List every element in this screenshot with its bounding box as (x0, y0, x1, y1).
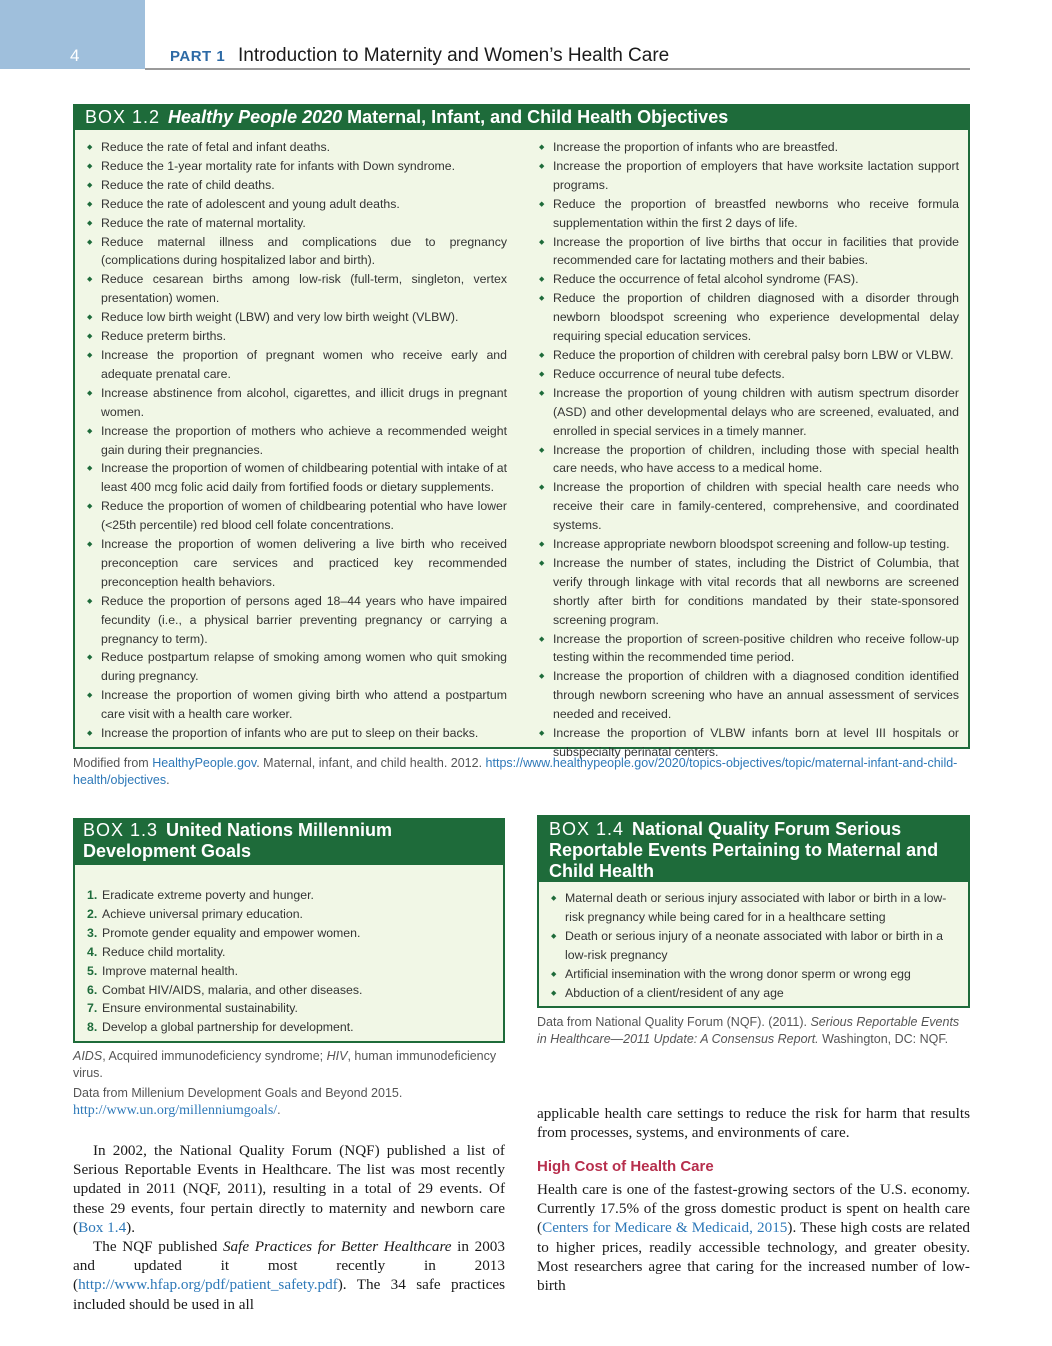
box-1-2-source: Modified from HealthyPeople.gov. Maternal, infant, and child health. 2012. https://www.healthypeople.gov/2020/topics-objectives/topic/maternal-infant-and-child-health/objectives. (73, 756, 958, 787)
chapter-title: Introduction to Maternity and Women’s Health Care (238, 45, 670, 66)
list-item: ◆ Reduce the proportion of children with cerebral palsy born LBW or VLBW. (539, 346, 959, 365)
list-item: ◆ Abduction of a client/resident of any age (551, 984, 961, 1003)
list-item (87, 999, 497, 1018)
list-item (87, 962, 497, 981)
list-item (87, 886, 497, 905)
box-1-3-heading-text: BOX 1.3 United Nations Millennium Development Goals (83, 820, 393, 861)
list-item: ◆ Increase the proportion of live births that occur in facilities that provide recommended care for lactating mothers and their babies. (539, 233, 959, 271)
box-1-3-source: Data from Millenium Development Goals and Beyond 2015. http://www.un.org/millenniumgoals/. (73, 1086, 403, 1118)
body-right-paragraph-0: applicable health care settings to reduce the risk for harm that results from processes, systems, and environments of care. (537, 1105, 970, 1142)
list-item-text: Eradicate extreme poverty and hunger. (102, 888, 314, 902)
list-item: ◆ Death or serious injury of a neonate associated with labor or birth in a low-risk pregnancy (551, 927, 961, 965)
list-item: ◆ Increase the proportion of infants who are put to sleep on their backs. (87, 724, 507, 743)
list-item-number: 1. (87, 888, 98, 902)
list-item (87, 1018, 497, 1037)
list-item: ◆ Reduce the proportion of children diagnosed with a disorder through newborn bloodspot screening who experience developmental delay requiring special education services. (539, 289, 959, 346)
list-item: ◆ Increase abstinence from alcohol, cigarettes, and illicit drugs in pregnant women. (87, 384, 507, 422)
box-1-4-source: Data from National Quality Forum (NQF). (2011). Serious Reportable Events in Healthcare—2011 Update: A Consensus Report. Washington, DC: NQF. (537, 1015, 960, 1046)
list-item: ◆ Increase the proportion of infants who are breastfed. (539, 138, 959, 157)
list-item: ◆ Reduce the proportion of persons aged 18–44 years who have impaired fecundity (i.e., a physical barrier preventing pregnancy or carrying a pregnancy to term). (87, 592, 507, 649)
box-1-4-heading (539, 817, 968, 882)
list-item (87, 981, 497, 1000)
list-item: ◆ Reduce postpartum relapse of smoking among women who quit smoking during pregnancy. (87, 648, 507, 686)
list-item: ◆ Increase the proportion of mothers who achieve a recommended weight gain during their pregnancies. (87, 422, 507, 460)
list-item-number: 2. (87, 906, 98, 921)
list-item: ◆ Reduce cesarean births among low-risk (full-term, singleton, vertex presentation) women. (87, 270, 507, 308)
list-item (87, 943, 497, 962)
list-item: ◆ Increase the number of states, including the District of Columbia, that verify through linkage with vital records that all newborns are screened shortly after birth for conditions mandated by their state-sponsored screening program. (539, 554, 959, 630)
box-1-2 (73, 104, 970, 759)
list-item-number: 8. (87, 1020, 98, 1035)
list-item: ◆ Reduce maternal illness and complications due to pregnancy (complications during hospitalized labor and birth). (87, 233, 507, 271)
header-rule (145, 68, 970, 70)
list-item: ◆ Increase the proportion of children with a diagnosed condition identified through newborn screening who have an annual assessment of services needed and received. (539, 667, 959, 724)
list-item: ◆ Reduce the occurrence of fetal alcohol syndrome (FAS). (539, 270, 959, 289)
list-item-number: 3. (87, 925, 98, 940)
body-left-column (73, 1141, 505, 1314)
section-heading-high-cost: High Cost of Health Care (537, 1158, 714, 1175)
box-1-2-title-italic: Healthy People 2020 (168, 107, 343, 127)
list-item: ◆ Reduce the rate of fetal and infant deaths. (87, 138, 507, 157)
healthypeople-objectives-link[interactable]: https://www.healthypeople.gov/2020/topics-objectives/topic/maternal-infant-and-child-health/objectives (73, 756, 958, 787)
box-1-2-left-list (87, 138, 507, 743)
list-item: ◆ Reduce preterm births. (87, 327, 507, 346)
body-right-column-top (537, 1104, 970, 1142)
list-item: ◆ Increase the proportion of employers that have worksite lactation support programs. (539, 157, 959, 195)
list-item: ◆ Maternal death or serious injury associated with labor or birth in a low-risk pregnancy while being cared for in a healthcare setting (551, 889, 961, 927)
list-item-number: 7. (87, 1001, 98, 1016)
list-item: ◆ Reduce the rate of maternal mortality. (87, 214, 507, 233)
list-item-text: Promote gender equality and empower women. (102, 925, 361, 940)
box-1-2-heading (75, 106, 968, 130)
page-number: 4 (70, 46, 80, 65)
list-item: ◆ Increase the proportion of pregnant women who receive early and adequate prenatal care. (87, 346, 507, 384)
list-item: ◆ Increase the proportion of women delivering a live birth who received preconception care services and practiced key recommended preconception health behaviors. (87, 535, 507, 592)
healthypeople-link[interactable]: HealthyPeople.gov (152, 756, 257, 770)
un-millenniumgoals-link[interactable]: http://www.un.org/millenniumgoals/ (73, 1103, 278, 1118)
list-item: ◆ Increase the proportion of women giving birth who attend a postpartum care visit with a health care worker. (87, 686, 507, 724)
list-item-text: Improve maternal health. (102, 963, 239, 978)
box-1-3-list (87, 886, 497, 1037)
list-item: ◆ Increase the proportion of women of childbearing potential with intake of at least 400 mcg folic acid daily from fortified foods or dietary supplements. (87, 459, 507, 497)
list-item (87, 924, 497, 943)
list-item: ◆ Reduce occurrence of neural tube defects. (539, 365, 959, 384)
list-item-text: Develop a global partnership for development. (102, 1020, 354, 1035)
list-item: ◆ Reduce low birth weight (LBW) and very low birth weight (VLBW). (87, 308, 507, 327)
box-1-2-number: BOX 1.2 (85, 107, 161, 127)
hfap-link[interactable]: http://www.hfap.org/pdf/patient_safety.pdf (78, 1276, 338, 1294)
body-left-paragraph-2: The NQF published Safe Practices for Better Healthcare in 2003 and updated it most recently in 2013 (http://www.hfap.org/pdf/patient_safety.pdf). The 34 safe practices included should be used in all (73, 1238, 505, 1313)
box-1-2-right-list (539, 138, 959, 762)
list-item: ◆ Increase the proportion of screen-positive children who receive follow-up testing within the recommended time period. (539, 630, 959, 668)
box-1-3-abbreviations: AIDS, Acquired immunodeficiency syndrome; HIV, human immunodeficiency virus. (73, 1049, 497, 1080)
box-1-2-title: Maternal, Infant, and Child Health Objectives (342, 107, 729, 127)
cms-2015-link[interactable]: Centers for Medicare & Medicaid, 2015 (542, 1219, 788, 1237)
list-item (87, 905, 497, 924)
list-item-text: Ensure environmental sustainability. (102, 1001, 298, 1016)
list-item-text: Reduce child mortality. (102, 944, 226, 959)
list-item: ◆ Reduce the 1-year mortality rate for infants with Down syndrome. (87, 157, 507, 176)
list-item-number: 4. (87, 944, 98, 959)
list-item-text: Achieve universal primary education. (102, 906, 303, 921)
list-item-text: Combat HIV/AIDS, malaria, and other diseases. (102, 982, 363, 997)
list-item: ◆ Artificial insemination with the wrong donor sperm or wrong egg (551, 965, 961, 984)
box-1-4-ref-link[interactable]: Box 1.4 (78, 1218, 127, 1236)
body-right-paragraph-1: Health care is one of the fastest-growing sectors of the U.S. economy. Currently 17.5% of the gross domestic product is spent on health care (Centers for Medicare & Medicaid, 2015). These high costs are related to higher prices, readily accessible technology, and greater obesity. Most researchers agree that caring for the increased number of low-birth (537, 1181, 971, 1295)
list-item: ◆ Increase the proportion of children with special health care needs who receive their care in family-centered, comprehensive, and coordinated systems. (539, 478, 959, 535)
body-left-paragraph-1: In 2002, the National Quality Forum (NQF) published a list of Serious Reportable Events in Healthcare. The list was most recently updated in 2011 (NQF, 2011), resulting in a total of 29 events. Of these 29 events, four pertain directly to maternity and newborn care (Box 1.4). (73, 1142, 505, 1236)
list-item: ◆ Reduce the rate of child deaths. (87, 176, 507, 195)
box-1-4-number: BOX 1.4 (549, 819, 625, 839)
list-item: ◆ Increase the proportion of young children with autism spectrum disorder (ASD) and other developmental delays who are screened, evaluated, and enrolled in special services in a timely manner. (539, 384, 959, 441)
list-item-number: 5. (87, 963, 98, 978)
list-item: ◆ Reduce the rate of adolescent and young adult deaths. (87, 195, 507, 214)
part-label: PART 1 (170, 48, 226, 65)
box-1-4 (537, 815, 970, 1008)
list-item-number: 6. (87, 982, 98, 997)
list-item: ◆ Increase the proportion of VLBW infants born at level III hospitals or subspecialty perinatal centers. (539, 724, 959, 762)
box-1-4-list (551, 889, 961, 1002)
list-item: ◆ Reduce the proportion of women of childbearing potential who have lower (<25th percentile) red blood cell folate concentrations. (87, 497, 507, 535)
list-item: ◆ Increase the proportion of children, including those with special health care needs, who have access to a medical home. (539, 441, 959, 479)
box-1-4-title: National Quality Forum Serious Reportable Events Pertaining to Maternal and Child Health (549, 819, 939, 881)
list-item: ◆ Reduce the proportion of breastfed newborns who receive formula supplementation within the first 2 days of life. (539, 195, 959, 233)
list-item: ◆ Increase appropriate newborn bloodspot screening and follow-up testing. (539, 535, 959, 554)
body-right-column-bottom (537, 1180, 970, 1295)
